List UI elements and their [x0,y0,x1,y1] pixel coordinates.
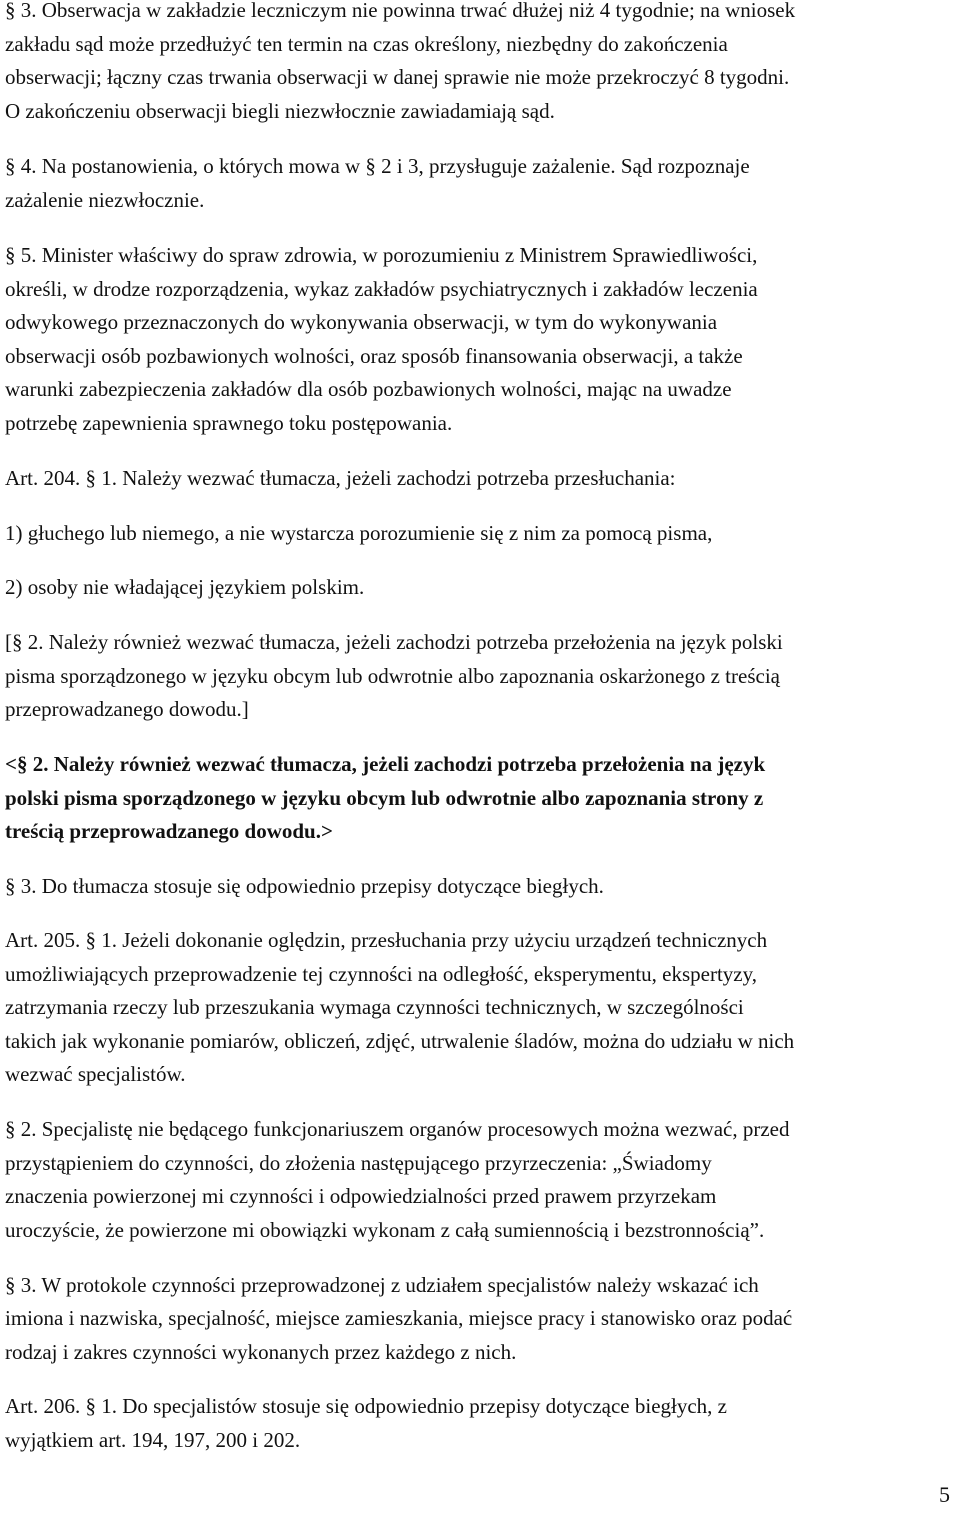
text-line: określi, w drodze rozporządzenia, wykaz zakładów psychiatrycznych i zakładów leczenia [5,277,758,301]
text-line: potrzebę zapewnienia sprawnego toku postępowania. [5,411,453,435]
text-line: § 3. W protokole czynności przeprowadzonej z udziałem specjalistów należy wskazać ich [5,1273,759,1297]
text-line: rodzaj i zakres czynności wykonanych przez każdego z nich. [5,1340,517,1364]
text-line: O zakończeniu obserwacji biegli niezwłocznie zawiadamiają sąd. [5,99,555,123]
text-line: uroczyście, że powierzone mi obowiązki wykonam z całą sumiennością i bezstronnością”. [5,1218,765,1242]
text-line: § 2. Specjalistę nie będącego funkcjonariuszem organów procesowych można wezwać, przed [5,1117,790,1141]
text-line: zatrzymania rzeczy lub przeszukania wymaga czynności technicznych, w szczególności [5,995,744,1019]
text-line: warunki zabezpieczenia zakładów dla osób pozbawionych wolności, mając na uwadze [5,377,732,401]
page-number: 5 [939,1482,950,1507]
text-line: § 3. Obserwacja w zakładzie leczniczym nie powinna trwać dłużej niż 4 tygodnie; na wniosek [5,0,796,22]
text-line: obserwacji; łączny czas trwania obserwacji w danej sprawie nie może przekroczyć 8 tygodni. [5,65,790,89]
text-line: § 3. Do tłumacza stosuje się odpowiednio przepisy dotyczące biegłych. [5,874,604,898]
text-line: przystąpieniem do czynności, do złożenia następującego przyrzeczenia: „Świadomy [5,1151,712,1175]
amended-text-line: <§ 2. Należy również wezwać tłumacza, jeżeli zachodzi potrzeba przełożenia na język [5,752,766,776]
text-line: pisma sporządzonego w języku obcym lub odwrotnie albo zapoznania oskarżonego z treścią [5,664,780,688]
text-line: obserwacji osób pozbawionych wolności, oraz sposób finansowania obserwacji, a także [5,344,743,368]
text-line: [§ 2. Należy również wezwać tłumacza, jeżeli zachodzi potrzeba przełożenia na język polski [5,630,783,654]
text-line: przeprowadzanego dowodu.] [5,697,249,721]
article-heading-line: Art. 206. § 1. Do specjalistów stosuje się odpowiednio przepisy dotyczące biegłych, z [5,1394,727,1418]
amended-text-line: polski pisma sporządzonego w języku obcym lub odwrotnie albo zapoznania strony z [5,786,764,810]
amended-text-line: treścią przeprowadzanego dowodu.> [5,819,333,843]
text-line: wyjątkiem art. 194, 197, 200 i 202. [5,1428,301,1452]
text-line: wezwać specjalistów. [5,1062,186,1086]
text-line: znaczenia powierzonej mi czynności i odpowiedzialności przed prawem przyrzekam [5,1184,717,1208]
text-line: takich jak wykonanie pomiarów, obliczeń, zdjęć, utrwalenie śladów, można do udziału w nich [5,1029,795,1053]
text-line: 1) głuchego lub niemego, a nie wystarcza porozumienie się z nim za pomocą pisma, [5,521,713,545]
text-line: § 5. Minister właściwy do spraw zdrowia, w porozumieniu z Ministrem Sprawiedliwości, [5,243,758,267]
article-heading-line: Art. 204. § 1. Należy wezwać tłumacza, jeżeli zachodzi potrzeba przesłuchania: [5,466,676,490]
text-line: zakładu sąd może przedłużyć ten termin na czas określony, niezbędny do zakończenia [5,32,728,56]
text-line: § 4. Na postanowienia, o których mowa w § 2 i 3, przysługuje zażalenie. Sąd rozpoznaje [5,154,750,178]
article-heading-line: Art. 205. § 1. Jeżeli dokonanie oględzin, przesłuchania przy użyciu urządzeń technicznych [5,928,768,952]
text-line: zażalenie niezwłocznie. [5,188,205,212]
text-line: odwykowego przeznaczonych do wykonywania obserwacji, w tym do wykonywania [5,310,718,334]
text-line: 2) osoby nie władającej językiem polskim. [5,575,365,599]
text-line: umożliwiających przeprowadzenie tej czynności na odległość, eksperymentu, ekspertyzy, [5,962,758,986]
text-line: imiona i nazwiska, specjalność, miejsce zamieszkania, miejsce pracy i stanowisko oraz podać [5,1306,793,1330]
